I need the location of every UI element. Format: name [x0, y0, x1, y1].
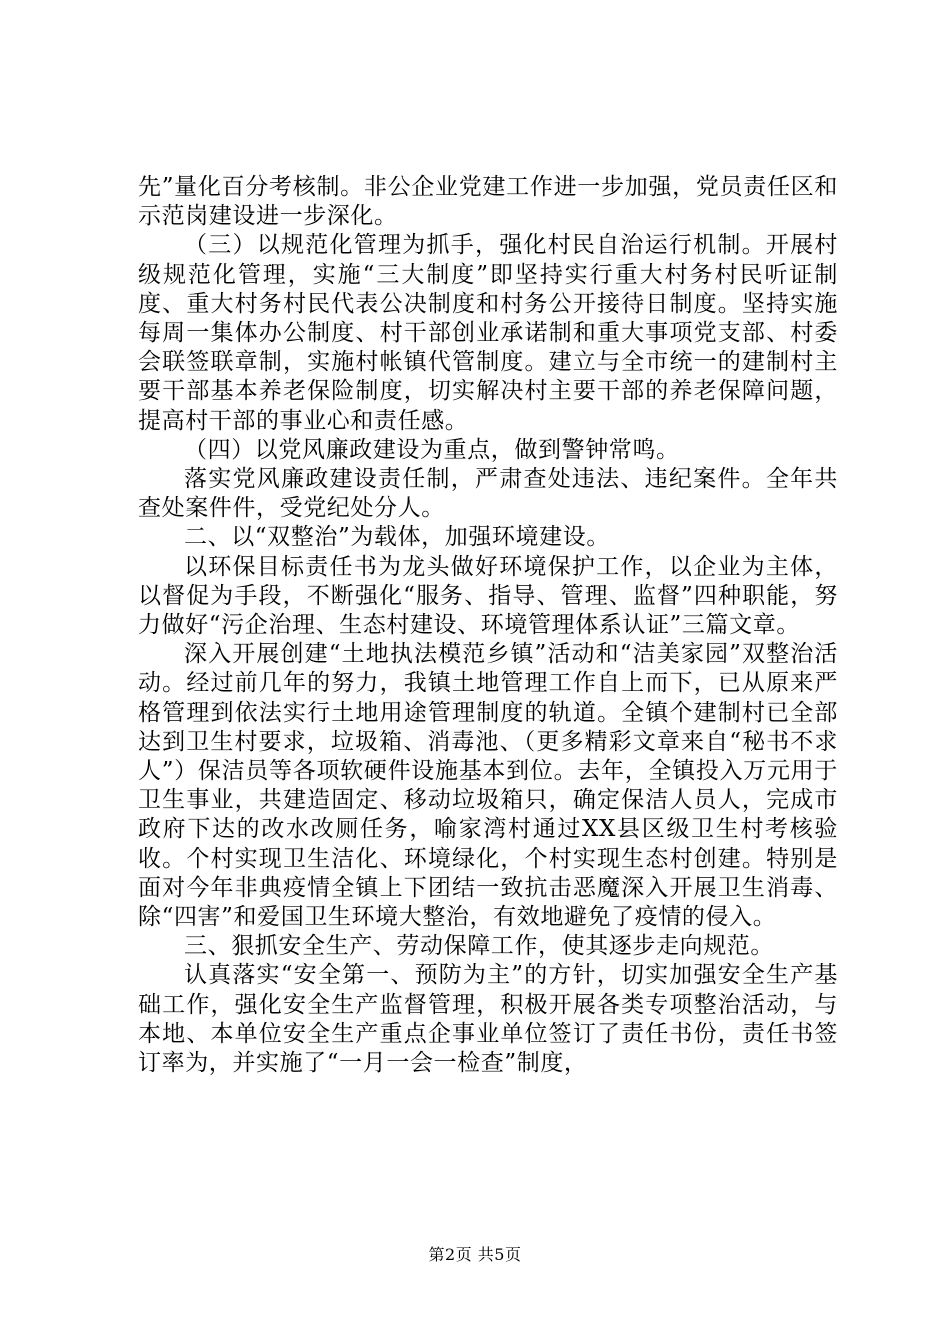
paragraph-environmental-protection: 以环保目标责任书为龙头做好环境保护工作，以企业为主体，以督促为手段，不断强化“服务、指导、管理、监督”四种职能，努力做好“污企治理、生态村建设、环境管理体系认证”三篇文章。 [138, 553, 838, 639]
heading-part-three: 三、狠抓安全生产、劳动保障工作，使其逐步走向规范。 [184, 933, 774, 960]
paragraph-safety-production: 认真落实“安全第一、预防为主”的方针，切实加强安全生产基础工作，强化安全生产监督管理，积极开展各类专项整治活动，与本地、本单位安全生产重点企事业单位签订了责任书份，责任书签订率为，并实施了“一月一会一检查”制度， [138, 962, 838, 1077]
paragraph-anti-corruption: 落实党风廉政建设责任制，严肃查处违法、违纪案件。全年共查处案件件，受党纪处分人。 [138, 466, 838, 522]
paragraph-continuation: 先”量化百分考核制。非公企业党建工作进一步加强，党员责任区和示范岗建设进一步深化。 [138, 174, 838, 230]
paragraph-section-three: （三）以规范化管理为抓手，强化村民自治运行机制。开展村级规范化管理，实施“三大制度”即坚持实行重大村务村民听证制度、重大村务村民代表公决制度和村务公开接待日制度。坚持实施每周一集体办公制度、村干部创业承诺制和重大事项党支部、村委会联签联章制，实施村帐镇代管制度。建立与全市统一的建制村主要干部基本养老保险制度，切实解决村主要干部的养老保障问题，提高村干部的事业心和责任感。 [138, 232, 838, 434]
paragraph-land-and-sanitation: 深入开展创建“土地执法模范乡镇”活动和“洁美家园”双整治活动。经过前几年的努力，我镇土地管理工作自上而下，已从原来严格管理到依法实行土地用途管理制度的轨道。全镇个建制村已全部达到卫生村要求，垃圾箱、消毒池、（更多精彩文章来自“秘书不求人”）保洁员等各项软硬件设施基本到位。去年，全镇投入万元用于卫生事业，共建造固定、移动垃圾箱只，确定保洁人员人，完成市政府下达的改水改厕任务，喻家湾村通过XX县区级卫生村考核验收。个村实现卫生洁化、环境绿化，个村实现生态村创建。特别是面对今年非典疫情全镇上下团结一致抗击恶魔深入开展卫生消毒、除“四害”和爱国卫生环境大整治，有效地避免了疫情的侵入。 [138, 641, 838, 931]
document-body [138, 173, 838, 1078]
page-number-footer: 第2页 共5页 [428, 1245, 522, 1264]
heading-part-two: 二、以“双整治”为载体，加强环境建设。 [184, 524, 610, 551]
paragraph-section-four-heading: （四）以党风廉政建设为重点，做到警钟常鸣。 [184, 436, 680, 463]
